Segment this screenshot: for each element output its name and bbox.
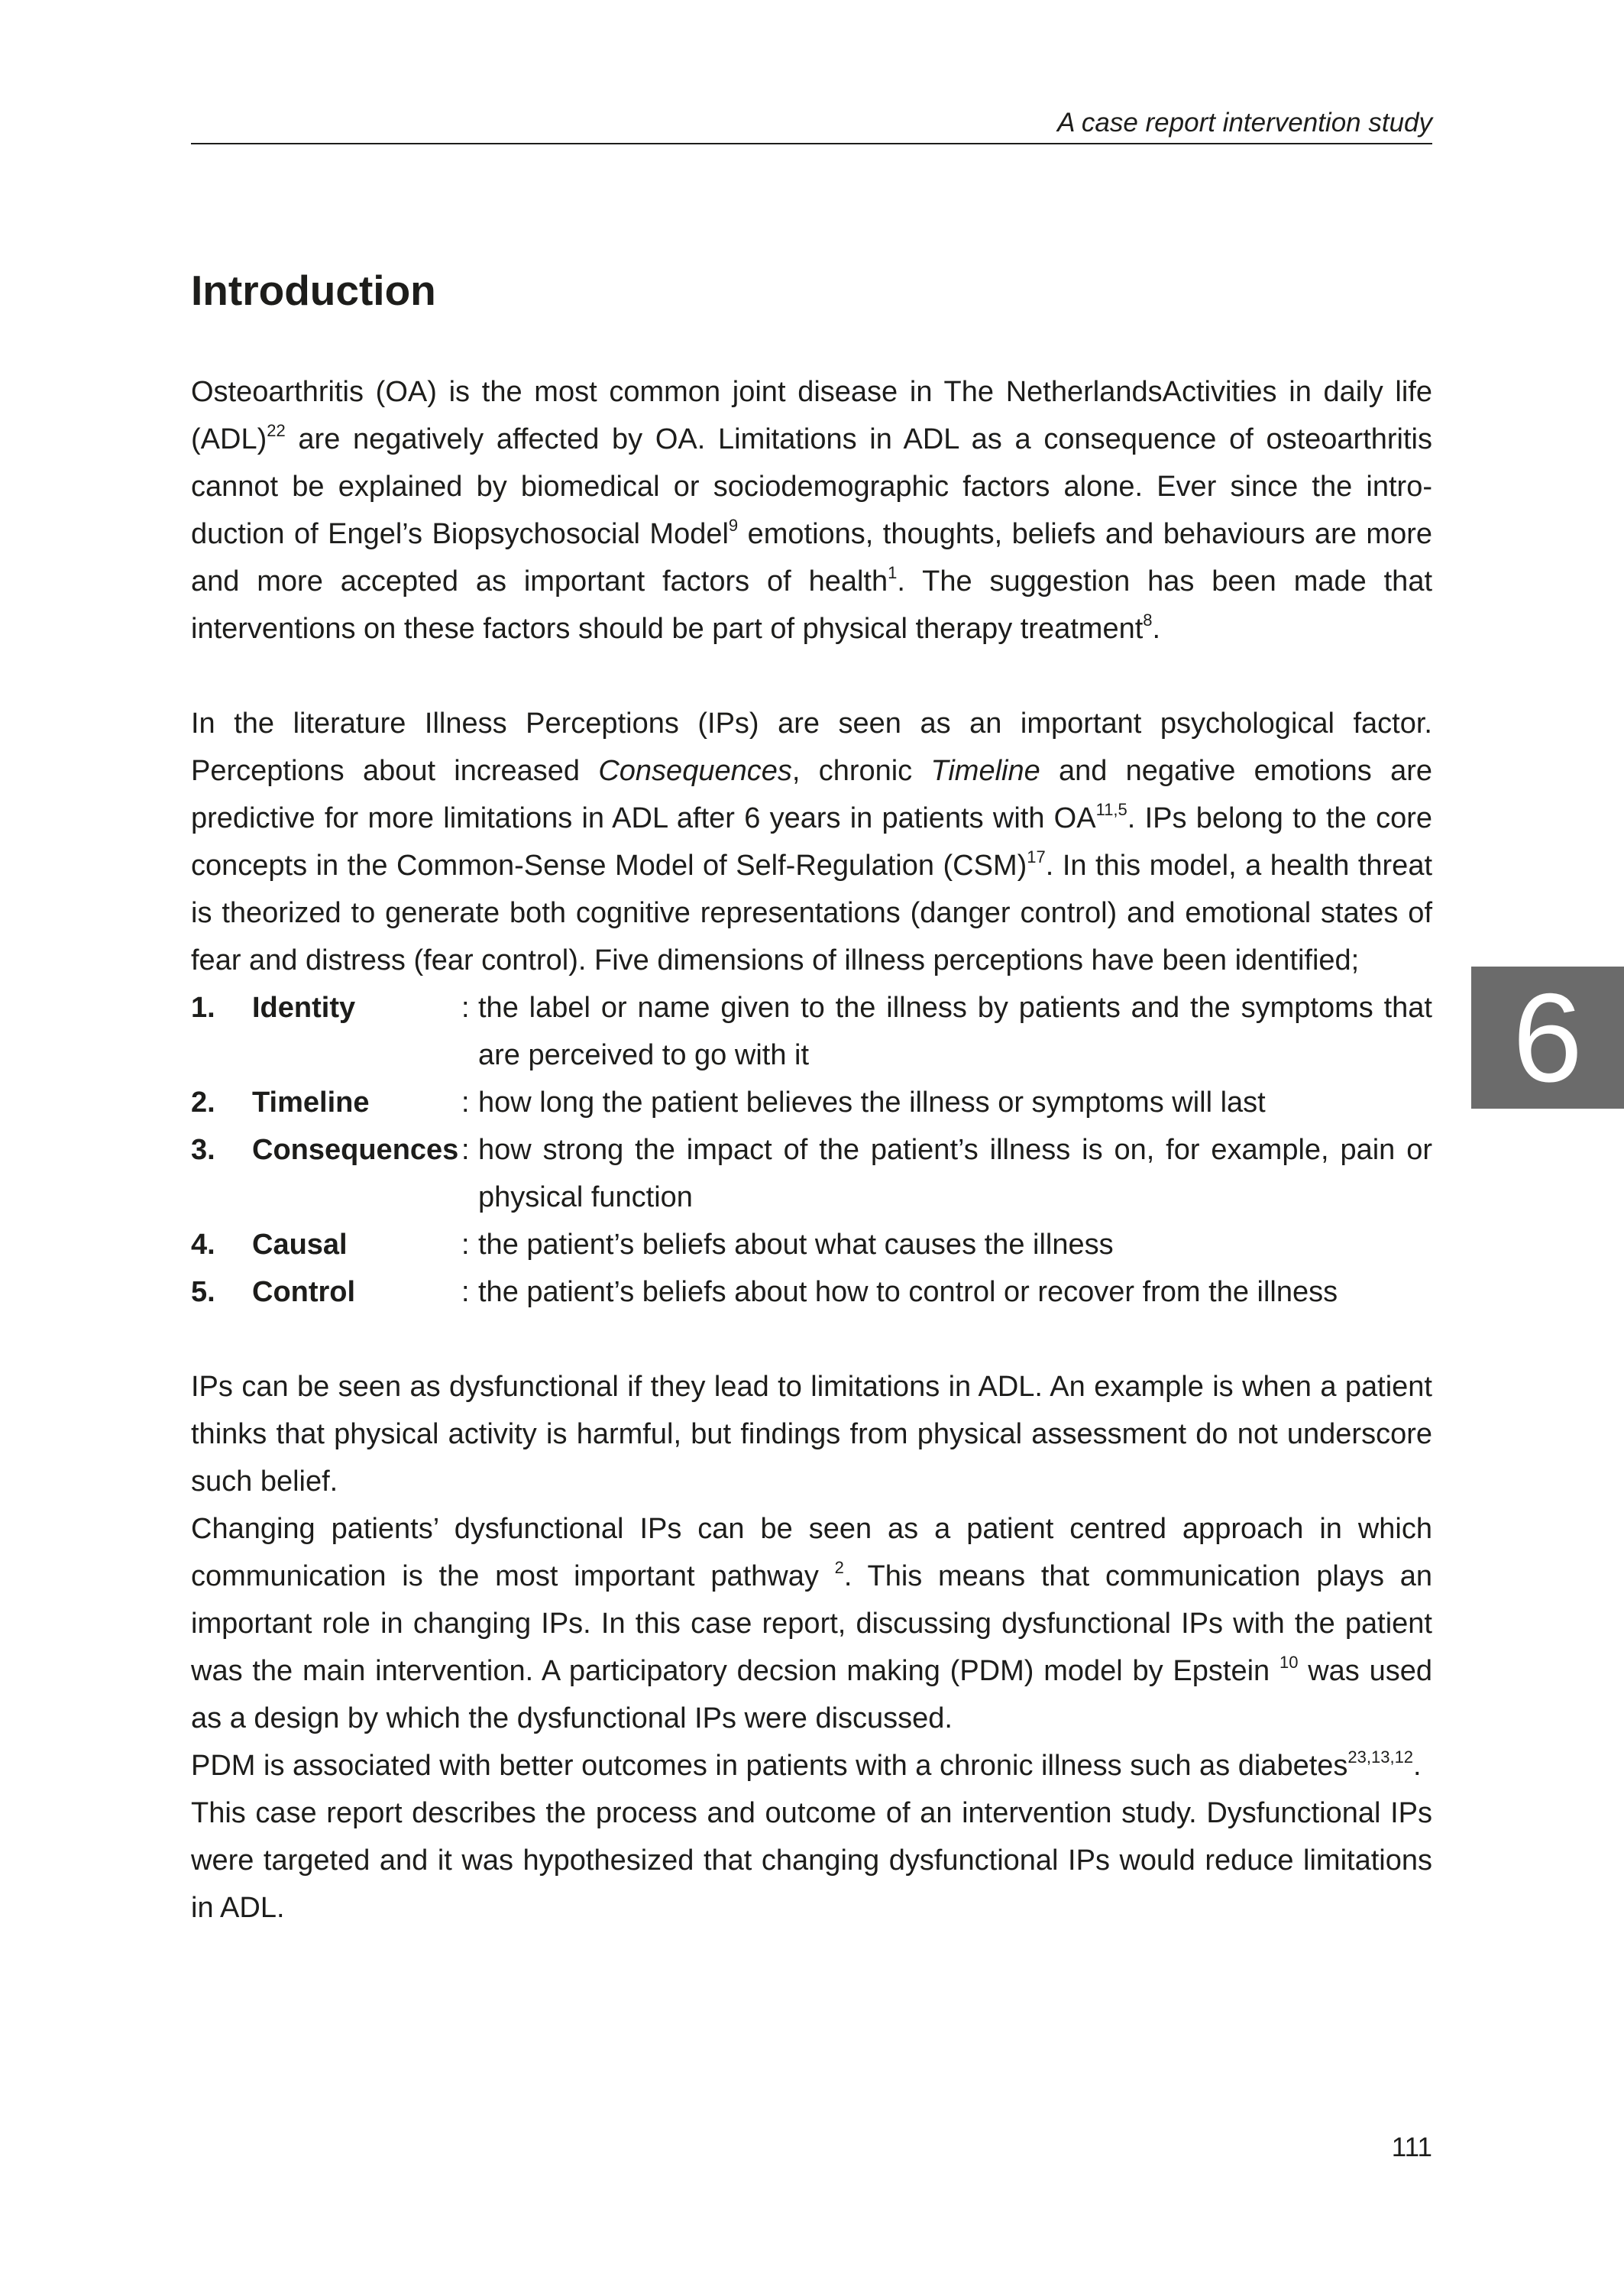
citation: 22 xyxy=(267,421,286,440)
page-number: 111 xyxy=(1391,2133,1432,2162)
list-item-term: Causal xyxy=(252,1229,348,1261)
paragraph-gap xyxy=(191,1316,1432,1363)
paragraph-4 xyxy=(191,1505,1432,1742)
paragraph-6: This case report describes the process and outcome of an intervention study. Dysfunctional IPs were targeted and it was hypothesized that changing dysfunctional IPs would reduce limitations in ADL. xyxy=(191,1797,1432,1924)
list-item-description: the patient’s beliefs about what causes the illness xyxy=(478,1229,1114,1261)
p2-italic-timeline: Timeline xyxy=(930,755,1040,787)
paragraph-5 xyxy=(191,1742,1432,1789)
list-item-number: 4. xyxy=(191,1229,215,1261)
illness-perception-dimensions-list xyxy=(191,984,1432,1316)
p1-text-4: . The suggestion has been made that interventions on these factors should be part of physical therapy treatment xyxy=(191,565,1433,645)
list-item-number: 5. xyxy=(191,1276,215,1308)
list-item xyxy=(191,1126,1432,1221)
citation: 2 xyxy=(834,1558,844,1577)
list-item-number: 3. xyxy=(191,1134,215,1166)
p2-text-5: . In this model, a health threat is theorized to generate both cognitive representations (danger control) and emotional states of fear and distress (fear control). Five dimensions of illness perceptions have been identified; xyxy=(191,850,1433,976)
list-item xyxy=(191,1221,1432,1268)
p1-text-1: Osteoarthritis (OA) is the most common joint disease in The NetherlandsActivities in daily life (ADL) xyxy=(191,376,1432,455)
citation: 17 xyxy=(1027,847,1046,866)
citation: 23,13,12 xyxy=(1347,1747,1414,1767)
citation: 8 xyxy=(1143,610,1153,630)
list-item-number: 2. xyxy=(191,1087,215,1119)
section-title: Introduction xyxy=(191,267,436,314)
list-item-separator: : xyxy=(461,992,470,1024)
citation: 11,5 xyxy=(1095,800,1127,819)
p1-text-5: . xyxy=(1152,613,1161,645)
paragraph-2 xyxy=(191,700,1432,984)
p1-text-3: emotions, thoughts, beliefs and behaviours are more and more accepted as important factors of health xyxy=(191,518,1432,598)
citation: 1 xyxy=(888,563,898,582)
paragraph-3: IPs can be seen as dysfunctional if they lead to limitations in ADL. An example is when a patient thinks that physical activity is harmful, but findings from physical assessment do not underscore such belief. xyxy=(191,1371,1432,1498)
list-item-description: the patient’s beliefs about how to control or recover from the illness xyxy=(478,1276,1338,1308)
p2-italic-consequences: Consequences xyxy=(598,755,792,787)
citation: 10 xyxy=(1279,1653,1299,1672)
page-content xyxy=(191,260,1432,1932)
p2-text-1: In the literature Illness Perceptions (IPs) are seen as an important psychological factor. Perceptions about increased xyxy=(191,708,1432,787)
list-item-separator: : xyxy=(461,1276,470,1308)
list-item xyxy=(191,984,1432,1079)
p2-text-4: . IPs belong to the core concepts in the Common-Sense Model of Self-Regulation (CSM) xyxy=(191,802,1432,882)
p5-text-1: PDM is associated with better outcomes in patients with a chronic illness such as diabetes xyxy=(191,1750,1348,1782)
list-item-description: how strong the impact of the patient’s illness is on, for example, pain or physical function xyxy=(478,1134,1432,1213)
list-item-number: 1. xyxy=(191,992,215,1024)
citation: 9 xyxy=(728,516,739,535)
p2-text-3: and negative emotions are predictive for more limitations in ADL after 6 years in patients with OA xyxy=(191,755,1433,834)
list-item-description: the label or name given to the illness by patients and the symptoms that are perceived to go with it xyxy=(478,992,1432,1071)
list-item xyxy=(191,1268,1432,1316)
p5-text-2: . xyxy=(1413,1750,1422,1782)
chapter-tab: 6 xyxy=(1471,967,1624,1109)
p2-text-2: , chronic xyxy=(791,755,931,787)
p4-text-1: Changing patients’ dysfunctional IPs can be seen as a patient centred approach in which communication is the most important pathway xyxy=(191,1513,1432,1592)
list-item-separator: : xyxy=(461,1087,470,1119)
list-item xyxy=(191,1079,1432,1126)
list-item-term: Consequences xyxy=(252,1134,459,1166)
list-item-separator: : xyxy=(461,1134,470,1166)
list-item-description: how long the patient believes the illness or symptoms will last xyxy=(478,1087,1266,1119)
p4-text-3: was used as a design by which the dysfunctional IPs were discussed. xyxy=(191,1655,1432,1734)
paragraph-gap xyxy=(191,653,1432,700)
header-rule xyxy=(191,143,1432,144)
p1-text-2: are negatively affected by OA. Limitations in ADL as a consequence of osteoarthritis cannot be explained by biomedical or sociodemographic factors alone. Ever since the introduction of Engel’s Biopsychosocial Model xyxy=(191,423,1432,550)
p4-text-2: . This means that communication plays an important role in changing IPs. In this case report, discussing dysfunctional IPs with the patient was the main intervention. A participatory decsion making (PDM) model by Epstein xyxy=(191,1560,1432,1687)
list-item-term: Timeline xyxy=(252,1087,370,1119)
list-item-term: Identity xyxy=(252,992,356,1024)
paragraph-1 xyxy=(191,368,1432,653)
list-item-separator: : xyxy=(461,1229,470,1261)
list-item-term: Control xyxy=(252,1276,356,1308)
running-header: A case report intervention study xyxy=(1057,108,1432,138)
